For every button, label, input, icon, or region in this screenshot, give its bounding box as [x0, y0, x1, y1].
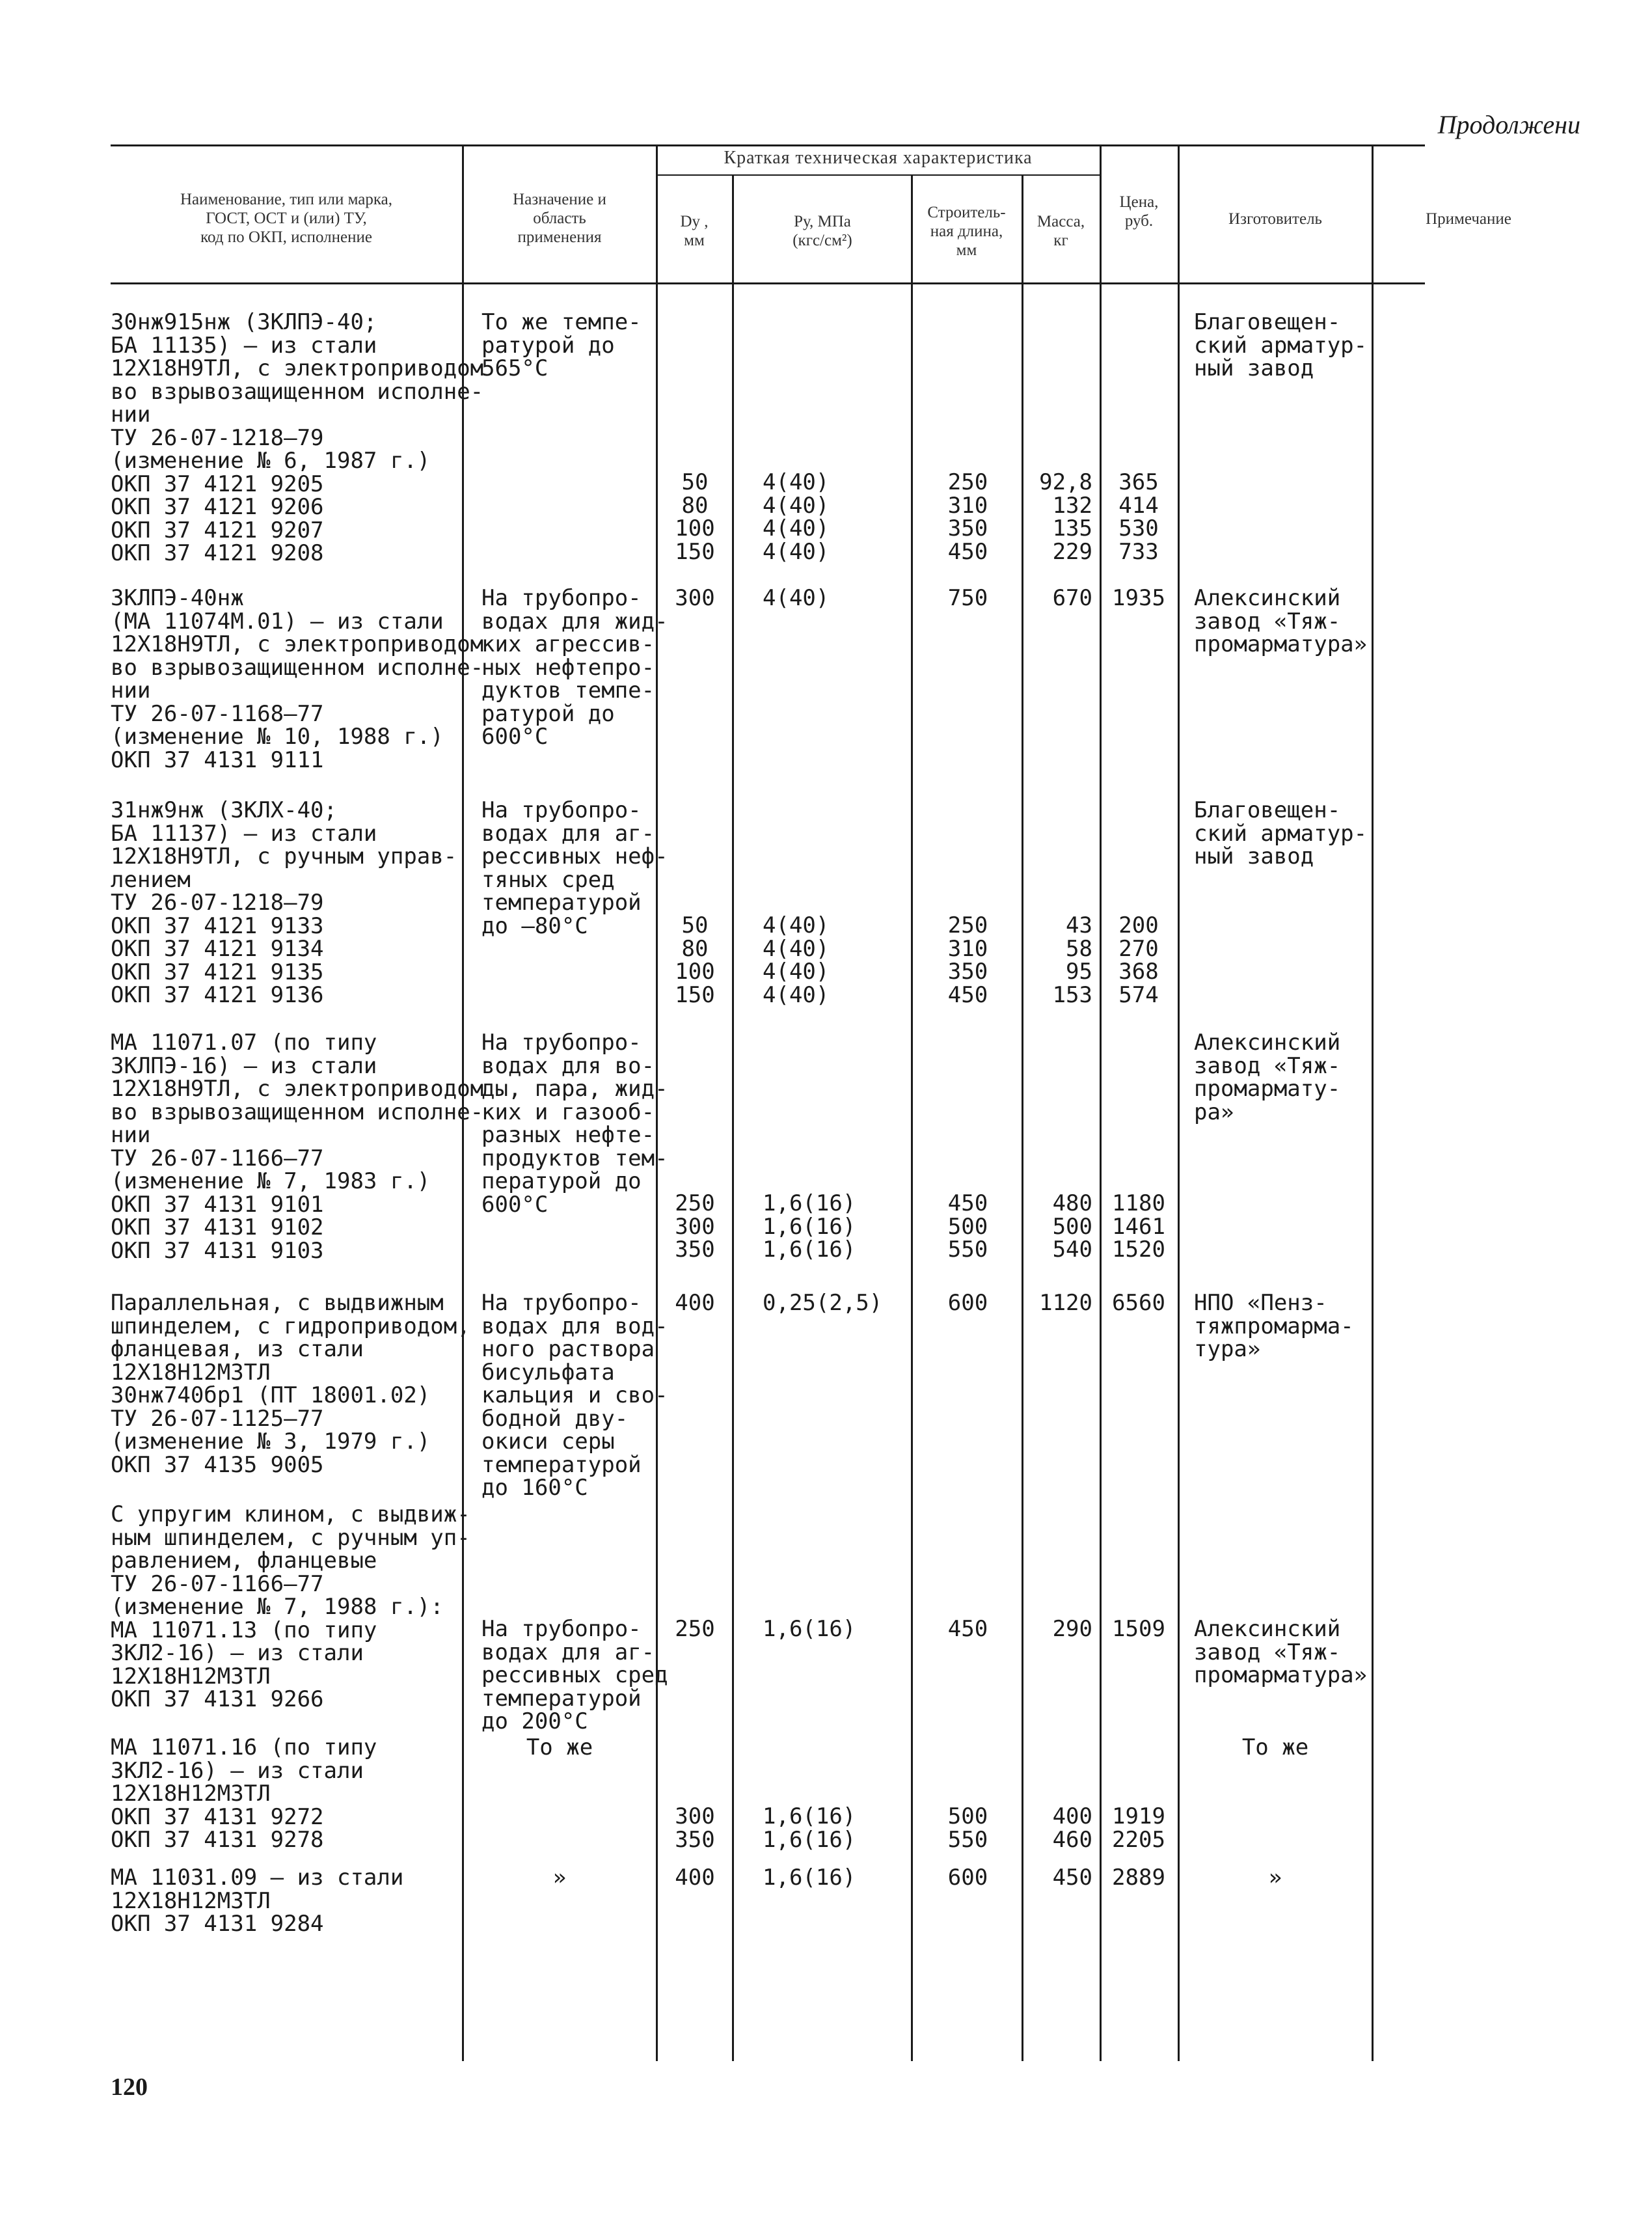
column-divider [1022, 176, 1023, 2061]
row-mass: 290 [1052, 1616, 1092, 1642]
row-py: 1,6(16) 1,6(16) [763, 1803, 856, 1853]
continuation-label: Продолжени [1437, 110, 1580, 139]
column-divider [732, 176, 734, 2061]
row-py: 1,6(16) [763, 1616, 856, 1642]
row-price: 1509 [1112, 1616, 1165, 1642]
row-name: 31нж9нж (ЗКЛХ-40; БА 11137) — из стали 12Х18Н9ТЛ, с ручным управ- лением ТУ 26-07-1218—79 ОКП 37 4121 9133 ОКП 37 4121 9134 ОКП 37 4121 9135 ОКП 37 4121 9136 [111, 797, 457, 1008]
column-divider [1178, 144, 1180, 2061]
row-mass: 1120 [1039, 1290, 1092, 1316]
header-mass: Масса, кг [1036, 213, 1085, 249]
row-maker: Алексинский завод «Тяж- промарматура» [1194, 585, 1368, 657]
row-purpose: На трубопро- водах для аг- рессивных неф- тяных сред температурой до —80°С [481, 797, 668, 939]
row-name: С упругим клином, с выдвиж- ным шпинделем, с ручным уп- равлением, фланцевые ТУ 26-07-1166—77 (изменение № 7, 1988 г.): МА 11071.13 (по типу ЗКЛ2-16) — из стали 12Х18Н12М3ТЛ ОКП 37 4131 9266 [111, 1501, 470, 1712]
row-price: 1919 2205 [1112, 1803, 1165, 1853]
header-dy: Dу , мм [680, 213, 709, 249]
row-py: 0,25(2,5) [763, 1290, 883, 1316]
row-purpose: То же [526, 1734, 593, 1760]
header-length: Строитель- ная длина, мм [927, 204, 1006, 259]
row-dy: 50 80 100 150 [675, 469, 715, 565]
row-name: Параллельная, с выдвижным шпинделем, с гидроприводом, фланцевая, из стали 12Х18Н12М3ТЛ 30нж740бр1 (ПТ 18001.02) ТУ 26-07-1125—77 (изменение № 3, 1979 г.) ОКП 37 4135 9005 [111, 1290, 470, 1478]
header-py: Pу, МПа (кгс/см²) [792, 213, 852, 249]
row-purpose: » [552, 1865, 567, 1891]
row-purpose: На трубопро- водах для во- ды, пара, жид- ких и газооб- разных нефте- продуктов тем- пературой до 600°С [481, 1030, 668, 1218]
brief-sub-rule [657, 174, 1100, 176]
row-py: 1,6(16) 1,6(16) 1,6(16) [763, 1190, 856, 1263]
row-price: 2889 [1112, 1865, 1165, 1891]
row-py: 4(40) 4(40) 4(40) 4(40) [763, 469, 830, 565]
row-length: 250 310 350 450 [947, 469, 988, 565]
row-length: 600 [947, 1290, 988, 1316]
row-maker: НПО «Пенз- тяжпромарма- тура» [1194, 1290, 1354, 1362]
row-price: 365 414 530 733 [1118, 469, 1159, 565]
row-length: 500 550 [947, 1803, 988, 1853]
header-maker: Изготовитель [1228, 210, 1322, 228]
header-note: Примечание [1426, 210, 1511, 228]
row-maker: Алексинский завод «Тяж- промарматура» [1194, 1616, 1368, 1688]
row-name: ЗКЛПЭ-40нж (МА 11074М.01) — из стали 12Х18Н9ТЛ, с электроприводом во взрывозащищенном исполне- нии ТУ 26-07-1168—77 (изменение № 10, 1988 г.) ОКП 37 4131 9111 [111, 585, 484, 773]
row-purpose: На трубопро- водах для аг- рессивных сред температурой до 200°С [481, 1616, 668, 1734]
row-mass: 480 500 540 [1052, 1190, 1092, 1263]
row-purpose: На трубопро- водах для жид- ких агрессив- ных нефтепро- дуктов темпе- ратурой до 600°С [481, 585, 668, 750]
row-name: МА 11071.16 (по типу ЗКЛ2-16) — из стали 12Х18Н12М3ТЛ ОКП 37 4131 9272 ОКП 37 4131 9278 [111, 1734, 377, 1853]
column-divider [1100, 144, 1102, 2061]
header-name: Наименование, тип или марка, ГОСТ, ОСТ и (или) ТУ, код по ОКП, исполнение [180, 191, 393, 246]
row-maker: То же [1241, 1734, 1309, 1760]
row-price: 200 270 368 574 [1118, 912, 1159, 1008]
header-price: Цена, руб. [1119, 193, 1159, 230]
row-purpose: На трубопро- водах для вод- ного раствора бисульфата кальция и сво- бодной дву- окиси серы температурой до 160°С [481, 1290, 668, 1501]
row-maker: Алексинский завод «Тяж- промармату- ра» [1194, 1030, 1341, 1125]
row-py: 4(40) 4(40) 4(40) 4(40) [763, 912, 830, 1008]
row-py: 1,6(16) [763, 1865, 856, 1891]
row-maker: Благовещен- ский арматур- ный завод [1194, 797, 1368, 869]
column-divider [911, 176, 913, 2061]
row-name: 30нж915нж (ЗКЛПЭ-40; БА 11135) — из стали 12Х18Н9ТЛ, с электроприводом во взрывозащищенном исполне- нии ТУ 26-07-1218—79 (изменение № 6, 1987 г.) ОКП 37 4121 9205 ОКП 37 4121 9206 ОКП 37 4121 9207 ОКП 37 4121 9208 [111, 309, 484, 566]
row-price: 6560 [1112, 1290, 1165, 1316]
row-maker: Благовещен- ский арматур- ный завод [1194, 309, 1368, 381]
table-top-rule [111, 144, 1425, 146]
row-length: 450 [947, 1616, 988, 1642]
row-maker: » [1268, 1865, 1282, 1891]
row-length: 450 500 550 [947, 1190, 988, 1263]
row-length: 750 [947, 585, 988, 611]
column-divider [1372, 144, 1374, 2061]
row-dy: 300 [675, 585, 715, 611]
header-bottom-rule [111, 282, 1425, 284]
row-dy: 50 80 100 150 [675, 912, 715, 1008]
row-dy: 250 [675, 1616, 715, 1642]
row-mass: 450 [1052, 1865, 1092, 1891]
row-mass: 670 [1052, 585, 1092, 611]
row-name: МА 11071.07 (по типу ЗКЛПЭ-16) — из стали 12Х18Н9ТЛ, с электроприводом во взрывозащищенном исполне- нии ТУ 26-07-1166—77 (изменение № 7, 1983 г.) ОКП 37 4131 9101 ОКП 37 4131 9102 ОКП 37 4131 9103 [111, 1030, 484, 1264]
row-price: 1935 [1112, 585, 1165, 611]
row-price: 1180 1461 1520 [1112, 1190, 1165, 1263]
row-dy: 250 300 350 [675, 1190, 715, 1263]
row-dy: 400 [675, 1290, 715, 1316]
row-name: МА 11031.09 — из стали 12Х18Н12М3ТЛ ОКП 37 4131 9284 [111, 1865, 404, 1937]
row-dy: 400 [675, 1865, 715, 1891]
header-brief: Краткая техническая характеристика [724, 148, 1033, 168]
row-length: 600 [947, 1865, 988, 1891]
row-mass: 92,8 132 135 229 [1039, 469, 1092, 565]
page-number: 120 [111, 2073, 148, 2101]
row-py: 4(40) [763, 585, 830, 611]
header-purpose: Назначение и область применения [513, 191, 606, 246]
row-length: 250 310 350 450 [947, 912, 988, 1008]
row-mass: 43 58 95 153 [1052, 912, 1092, 1008]
row-purpose: То же темпе- ратурой до 565°С [481, 309, 642, 381]
row-mass: 400 460 [1052, 1803, 1092, 1853]
row-dy: 300 350 [675, 1803, 715, 1853]
